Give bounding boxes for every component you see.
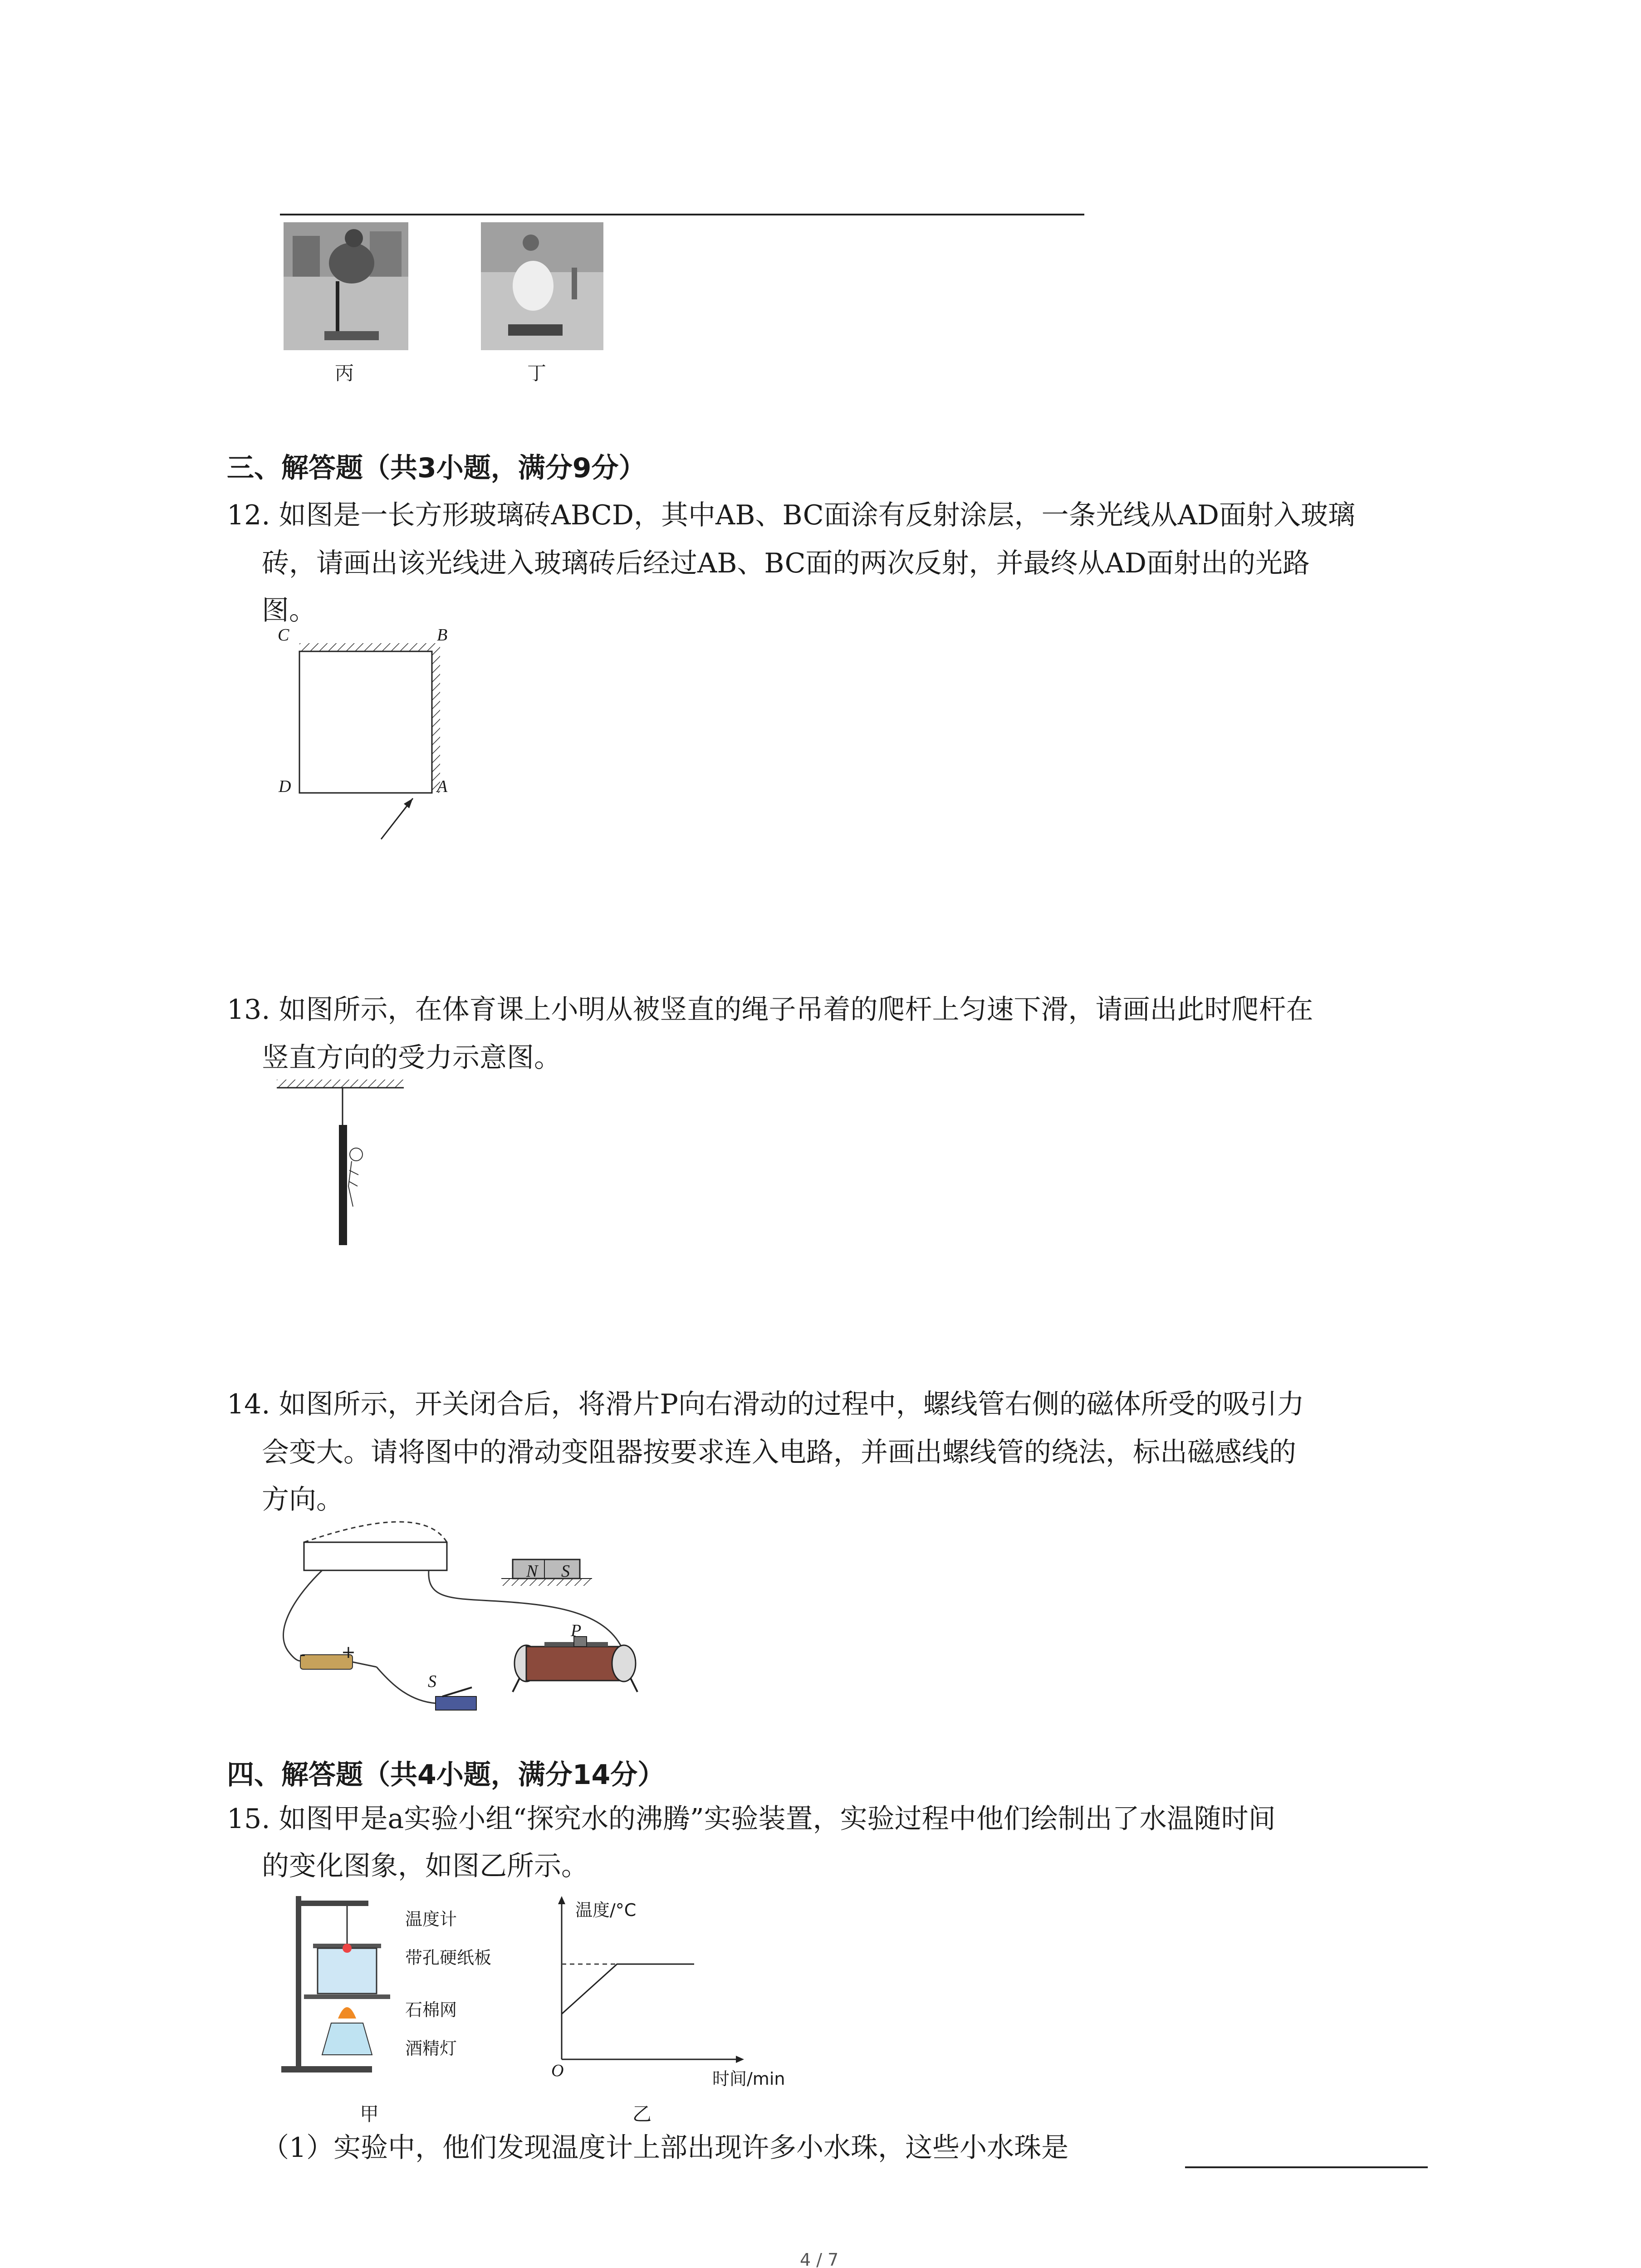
q15-label-thermometer: 温度计: [405, 1909, 457, 1929]
q12-label-a: A: [437, 777, 448, 796]
photo-caption-bing: 丙: [335, 362, 354, 384]
q15-line-2: 的变化图象，如图乙所示。: [262, 1850, 588, 1882]
answer-line-top: [280, 214, 1084, 215]
q14-solenoid-circuit-diagram: [272, 1510, 681, 1724]
q14-label-minus: -: [299, 1644, 306, 1664]
q14-line-1: 14. 如图所示，开关闭合后，将滑片P向右滑动的过程中，螺线管右侧的磁体所受的吸引力: [227, 1388, 1304, 1420]
q12-label-c: C: [278, 626, 289, 645]
q15-caption-jia: 甲: [360, 2103, 379, 2125]
q12-label-d: D: [279, 777, 291, 796]
q12-line-3: 图。: [262, 595, 316, 626]
q15-temperature-time-graph: [544, 1896, 753, 2077]
q14-line-2: 会变大。请将图中的滑动变阻器按要求连入电路，并画出螺线管的绕法，标出磁感线的: [262, 1437, 1296, 1468]
q12-line-1: 12. 如图是一长方形玻璃砖ABCD，其中AB、BC面涂有反射涂层，一条光线从AD面射入玻璃: [227, 499, 1356, 531]
q15-caption-yi: 乙: [632, 2103, 652, 2125]
photo-ding: [481, 222, 603, 350]
q14-line-3: 方向。: [262, 1484, 343, 1515]
section-heading-4: 四、解答题（共4小题，满分14分）: [227, 1759, 665, 1791]
q13-line-1: 13. 如图所示，在体育课上小明从被竖直的绳子吊着的爬杆上匀速下滑，请画出此时爬杆在: [227, 994, 1313, 1026]
photo-bing: [284, 222, 408, 350]
q15-label-cardboard: 带孔硬纸板: [405, 1948, 492, 1968]
q13-climbing-pole-diagram: [277, 1080, 413, 1252]
page-number: 4 / 7: [800, 2250, 839, 2268]
q15-boiling-apparatus-diagram: [277, 1887, 413, 2077]
q15-graph-ylabel: 温度/°C: [575, 1900, 637, 1920]
q15-graph-origin: O: [551, 2061, 564, 2080]
q13-line-2: 竖直方向的受力示意图。: [262, 1042, 561, 1074]
q15-sub1: （1）实验中，他们发现温度计上部出现许多小水珠，这些小水珠是: [262, 2132, 1069, 2164]
q15-label-asbestos-net: 石棉网: [405, 2000, 457, 2020]
q12-glass-brick-diagram: [272, 626, 463, 853]
q15-label-alcohol-lamp: 酒精灯: [405, 2038, 457, 2058]
q12-line-2: 砖，请画出该光线进入玻璃砖后经过AB、BC面的两次反射，并最终从AD面射出的光路: [262, 547, 1310, 579]
q14-label-p: P: [571, 1621, 582, 1640]
q15-sub1-answer-blank[interactable]: [1185, 2166, 1428, 2168]
q15-line-1: 15. 如图甲是a实验小组“探究水的沸腾”实验装置，实验过程中他们绘制出了水温随时间: [227, 1803, 1276, 1835]
q12-label-b: B: [437, 626, 448, 645]
section-heading-3: 三、解答题（共3小题，满分9分）: [227, 452, 646, 484]
q14-label-plus: +: [341, 1642, 356, 1662]
q14-label-s-pole: S: [561, 1562, 570, 1581]
q14-label-n: N: [526, 1562, 538, 1581]
q14-label-s-switch: S: [428, 1672, 436, 1691]
photo-caption-ding: 丁: [527, 362, 547, 384]
q15-graph-xlabel: 时间/min: [712, 2069, 785, 2089]
